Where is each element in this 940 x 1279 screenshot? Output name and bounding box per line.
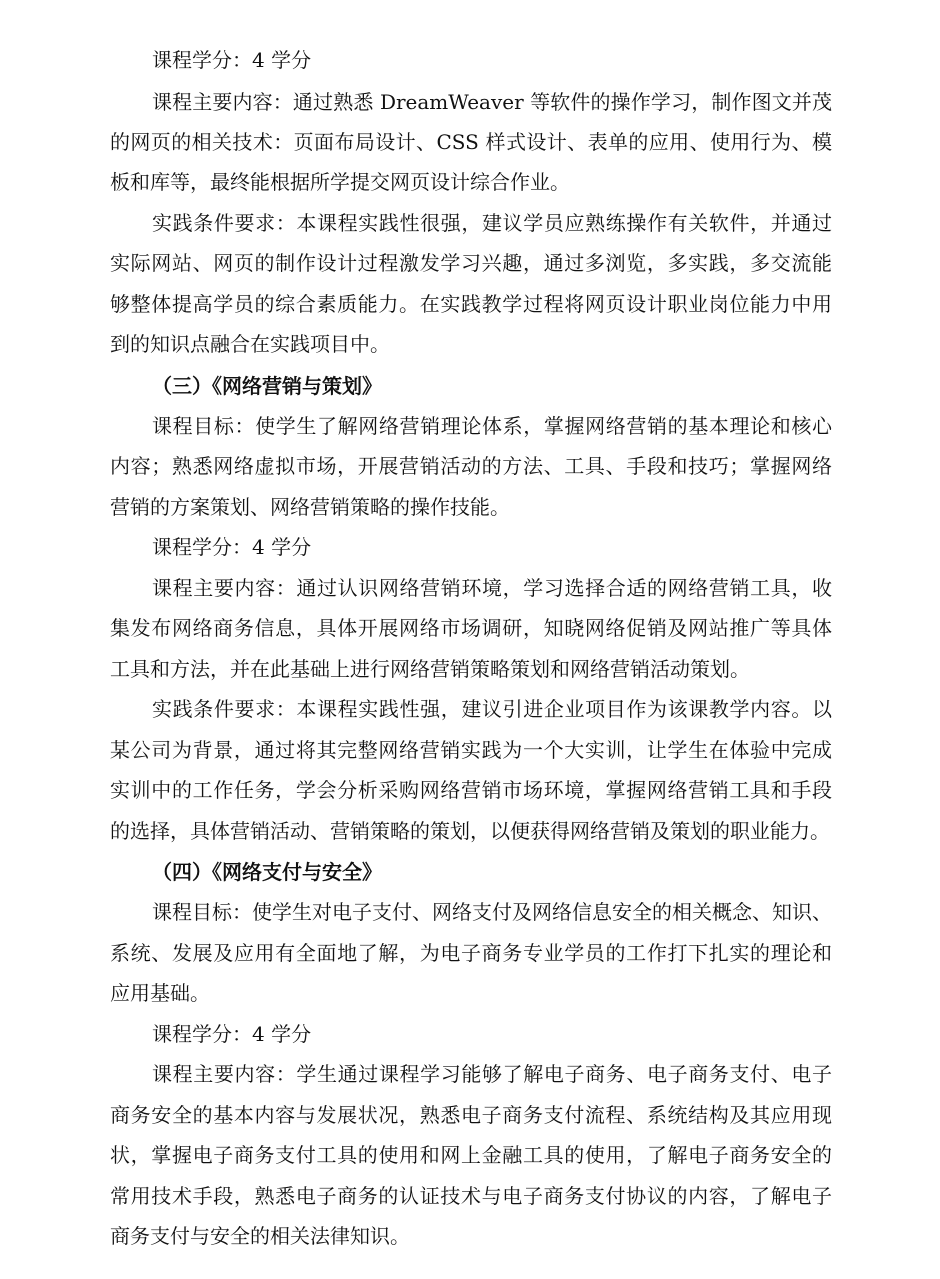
- paragraph-line: 板和库等，最终能根据所学提交网页设计综合作业。: [110, 170, 570, 194]
- credit-line: 课程学分：4 学分: [152, 1022, 312, 1046]
- credit-line: 课程学分：4 学分: [152, 48, 312, 72]
- section-heading: （四）《网络支付与安全》: [152, 860, 382, 884]
- paragraph-line: 常用技术手段，熟悉电子商务的认证技术与电子商务支付协议的内容，了解电子: [110, 1184, 832, 1208]
- paragraph-line: 工具和方法，并在此基础上进行网络营销策略策划和网络营销活动策划。: [110, 657, 750, 681]
- paragraph-line: 的网页的相关技术：页面布局设计、CSS 样式设计、表单的应用、使用行为、模: [110, 130, 832, 154]
- paragraph-line: 系统、发展及应用有全面地了解，为电子商务专业学员的工作打下扎实的理论和: [110, 941, 832, 965]
- paragraph-line: 实训中的工作任务，学会分析采购网络营销市场环境，掌握网络营销工具和手段: [110, 778, 832, 802]
- paragraph-line: 实际网站、网页的制作设计过程激发学习兴趣，通过多浏览，多实践，多交流能: [110, 251, 832, 275]
- paragraph-line: 集发布网络商务信息，具体开展网络市场调研，知晓网络促销及网站推广等具体: [110, 616, 832, 640]
- paragraph-line: 课程目标：使学生对电子支付、网络支付及网络信息安全的相关概念、知识、: [152, 900, 832, 924]
- paragraph-line: 课程主要内容：通过熟悉 DreamWeaver 等软件的操作学习，制作图文并茂: [152, 90, 832, 114]
- paragraph-line: 营销的方案策划、网络营销策略的操作技能。: [110, 495, 510, 519]
- paragraph-line: 够整体提高学员的综合素质能力。在实践教学过程将网页设计职业岗位能力中用: [110, 292, 832, 316]
- paragraph-line: 到的知识点融合在实践项目中。: [110, 332, 390, 356]
- credit-line: 课程学分：4 学分: [152, 535, 312, 559]
- paragraph-line: 实践条件要求：本课程实践性强，建议引进企业项目作为该课教学内容。以: [152, 697, 832, 721]
- paragraph-line: 实践条件要求：本课程实践性很强，建议学员应熟练操作有关软件，并通过: [152, 211, 832, 235]
- paragraph-line: 商务支付与安全的相关法律知识。: [110, 1224, 410, 1248]
- paragraph-line: 应用基础。: [110, 981, 210, 1005]
- paragraph-line: 课程主要内容：学生通过课程学习能够了解电子商务、电子商务支付、电子: [152, 1062, 832, 1086]
- paragraph-line: 内容；熟悉网络虚拟市场，开展营销活动的方法、工具、手段和技巧；掌握网络: [110, 454, 832, 478]
- paragraph-line: 商务安全的基本内容与发展状况，熟悉电子商务支付流程、系统结构及其应用现: [110, 1103, 832, 1127]
- paragraph-line: 课程目标：使学生了解网络营销理论体系，掌握网络营销的基本理论和核心: [152, 414, 832, 438]
- paragraph-line: 的选择，具体营销活动、营销策略的策划，以便获得网络营销及策划的职业能力。: [110, 819, 830, 843]
- section-heading: （三）《网络营销与策划》: [152, 374, 382, 398]
- paragraph-line: 某公司为背景，通过将其完整网络营销实践为一个大实训，让学生在体验中完成: [110, 738, 832, 762]
- paragraph-line: 课程主要内容：通过认识网络营销环境，学习选择合适的网络营销工具，收: [152, 576, 832, 600]
- paragraph-line: 状，掌握电子商务支付工具的使用和网上金融工具的使用，了解电子商务安全的: [110, 1143, 832, 1167]
